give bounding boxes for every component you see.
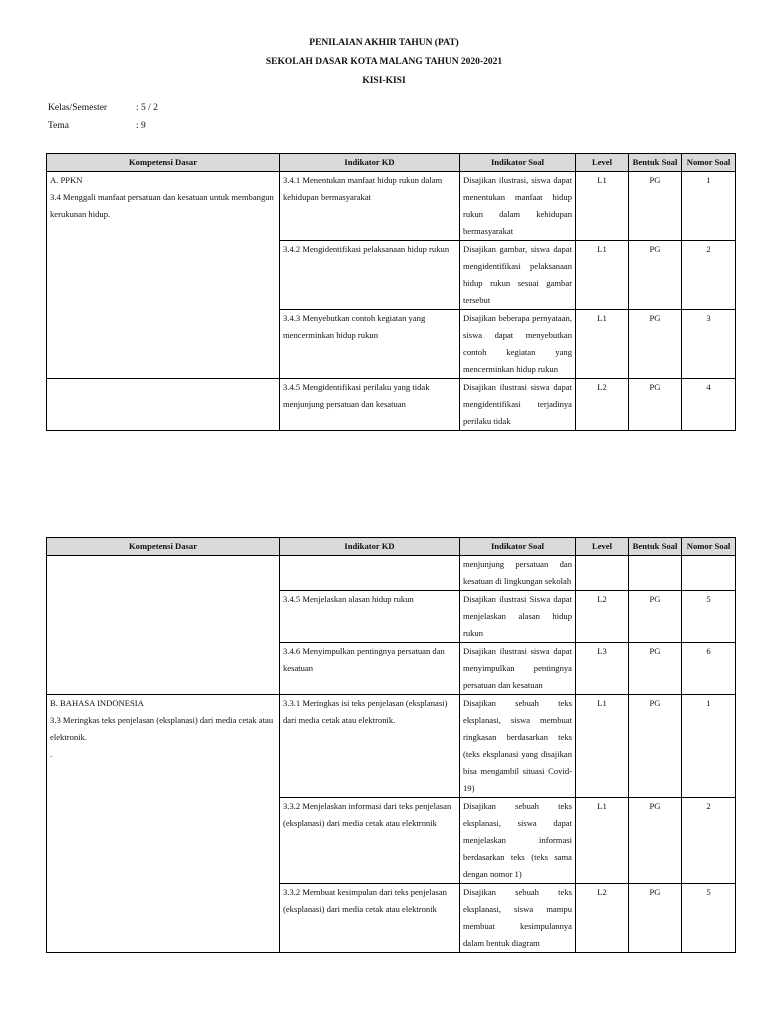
cell-level: L1 <box>576 798 629 884</box>
cell-indikator-kd: 3.4.2 Mengidentifikasi pelaksanaan hidup rukun <box>280 241 460 310</box>
cell-indikator-soal: Disajikan ilustrasi siswa dapat menyimpulkan pentingnya persatuan dan kesatuan <box>460 643 576 695</box>
col-header-indikator-kd: Indikator KD <box>280 538 460 556</box>
cell-nomor-soal: 2 <box>682 798 736 884</box>
cell-indikator-kd: 3.4.5 Mengidentifikasi perilaku yang tidak menjunjung persatuan dan kesatuan <box>280 379 460 431</box>
cell-kompetensi-dasar <box>47 379 280 431</box>
cell-nomor-soal: 5 <box>682 884 736 953</box>
col-header-level: Level <box>576 154 629 172</box>
cell-level: L3 <box>576 643 629 695</box>
col-header-nomor-soal: Nomor Soal <box>682 538 736 556</box>
cell-level <box>576 556 629 591</box>
cell-kompetensi-dasar <box>47 556 280 695</box>
cell-bentuk-soal: PG <box>629 695 682 798</box>
cell-indikator-kd: 3.4.5 Menjelaskan alasan hidup rukun <box>280 591 460 643</box>
col-header-indikator-soal: Indikator Soal <box>460 538 576 556</box>
cell-indikator-kd: 3.3.2 Membuat kesimpulan dari teks penjelasan (eksplanasi) dari media cetak atau elektronik <box>280 884 460 953</box>
header-title: PENILAIAN AKHIR TAHUN (PAT) <box>309 38 459 48</box>
header-school: SEKOLAH DASAR KOTA MALANG TAHUN 2020-2021 <box>265 57 503 67</box>
cell-kompetensi-dasar: B. BAHASA INDONESIA 3.3 Meringkas teks penjelasan (eksplanasi) dari media cetak atau elektronik. . <box>47 695 280 953</box>
col-header-bentuk-soal: Bentuk Soal <box>629 538 682 556</box>
cell-bentuk-soal: PG <box>629 310 682 379</box>
cell-bentuk-soal: PG <box>629 379 682 431</box>
meta-kelas <box>48 102 158 114</box>
table-header-row <box>47 154 736 172</box>
table-row <box>47 556 736 591</box>
col-header-indikator-soal: Indikator Soal <box>460 154 576 172</box>
col-header-level: Level <box>576 538 629 556</box>
col-header-kompetensi-dasar: Kompetensi Dasar <box>47 538 280 556</box>
cell-level: L1 <box>576 310 629 379</box>
kelas-label: Kelas/Semester <box>48 103 108 113</box>
cell-nomor-soal: 4 <box>682 379 736 431</box>
cell-bentuk-soal: PG <box>629 798 682 884</box>
cell-nomor-soal: 5 <box>682 591 736 643</box>
cell-indikator-kd: 3.4.1 Menentukan manfaat hidup rukun dalam kehidupan bermasyarakat <box>280 172 460 241</box>
cell-level: L1 <box>576 695 629 798</box>
cell-nomor-soal: 3 <box>682 310 736 379</box>
table-row <box>47 695 736 798</box>
cell-indikator-kd <box>280 556 460 591</box>
cell-level: L2 <box>576 884 629 953</box>
col-header-bentuk-soal: Bentuk Soal <box>629 154 682 172</box>
kelas-value: : 5 / 2 <box>136 103 158 113</box>
kisi-table-2 <box>46 537 736 953</box>
cell-indikator-soal: Disajikan sebuah teks eksplanasi, siswa dapat menjelaskan informasi berdasarkan teks (teks sama dengan nomor 1) <box>460 798 576 884</box>
cell-nomor-soal: 1 <box>682 695 736 798</box>
cell-bentuk-soal: PG <box>629 172 682 241</box>
col-header-nomor-soal: Nomor Soal <box>682 154 736 172</box>
cell-indikator-kd: 3.4.6 Menyimpulkan pentingnya persatuan dan kesatuan <box>280 643 460 695</box>
cell-indikator-kd: 3.3.1 Meringkas isi teks penjelasan (eksplanasi) dari media cetak atau elektronik. <box>280 695 460 798</box>
cell-nomor-soal: 6 <box>682 643 736 695</box>
cell-indikator-soal: Disajikan gambar, siswa dapat mengidentifikasi pelaksanaan hidup rukun sesuai gambar tersebut <box>460 241 576 310</box>
cell-bentuk-soal: PG <box>629 241 682 310</box>
table-row <box>47 172 736 241</box>
table-row <box>47 379 736 431</box>
meta-tema <box>48 120 146 132</box>
col-header-indikator-kd: Indikator KD <box>280 154 460 172</box>
cell-bentuk-soal <box>629 556 682 591</box>
cell-nomor-soal: 1 <box>682 172 736 241</box>
header-subtitle: KISI-KISI <box>362 76 406 86</box>
cell-indikator-soal: Disajikan ilustrasi, siswa dapat menentukan manfaat hidup rukun dalam kehidupan bermasyarakat <box>460 172 576 241</box>
col-header-kompetensi-dasar: Kompetensi Dasar <box>47 154 280 172</box>
cell-kompetensi-dasar: A. PPKN 3.4 Menggali manfaat persatuan dan kesatuan untuk membangun kerukunan hidup. <box>47 172 280 379</box>
cell-bentuk-soal: PG <box>629 591 682 643</box>
cell-nomor-soal: 2 <box>682 241 736 310</box>
cell-nomor-soal <box>682 556 736 591</box>
cell-indikator-kd: 3.4.3 Menyebutkan contoh kegiatan yang mencerminkan hidup rukun <box>280 310 460 379</box>
cell-indikator-soal: Disajikan sebuah teks eksplanasi, siswa mampu membuat kesimpulannya dalam bentuk diagram <box>460 884 576 953</box>
cell-indikator-soal: menjunjung persatuan dan kesatuan di lingkungan sekolah <box>460 556 576 591</box>
cell-indikator-soal: Disajikan sebuah teks eksplanasi, siswa membuat ringkasan berdasarkan teks (teks eksplanasi yang disajikan bisa mengambil situasi Covid-19) <box>460 695 576 798</box>
cell-level: L1 <box>576 172 629 241</box>
cell-bentuk-soal: PG <box>629 884 682 953</box>
cell-indikator-soal: Disajikan beberapa pernyataan, siswa dapat menyebutkan contoh kegiatan yang mencerminkan hidup rukun <box>460 310 576 379</box>
cell-indikator-kd: 3.3.2 Menjelaskan informasi dari teks penjelasan (eksplanasi) dari media cetak atau elektronik <box>280 798 460 884</box>
cell-level: L2 <box>576 591 629 643</box>
cell-indikator-soal: Disajikan ilustrasi Siswa dapat menjelaskan alasan hidup rukun <box>460 591 576 643</box>
table-header-row <box>47 538 736 556</box>
cell-level: L2 <box>576 379 629 431</box>
cell-bentuk-soal: PG <box>629 643 682 695</box>
cell-indikator-soal: Disajikan ilustrasi siswa dapat mengidentifikasi terjadinya perilaku tidak <box>460 379 576 431</box>
kisi-table-1 <box>46 153 736 431</box>
tema-value: : 9 <box>136 121 146 131</box>
document-header <box>0 34 768 91</box>
tema-label: Tema <box>48 121 69 131</box>
cell-level: L1 <box>576 241 629 310</box>
